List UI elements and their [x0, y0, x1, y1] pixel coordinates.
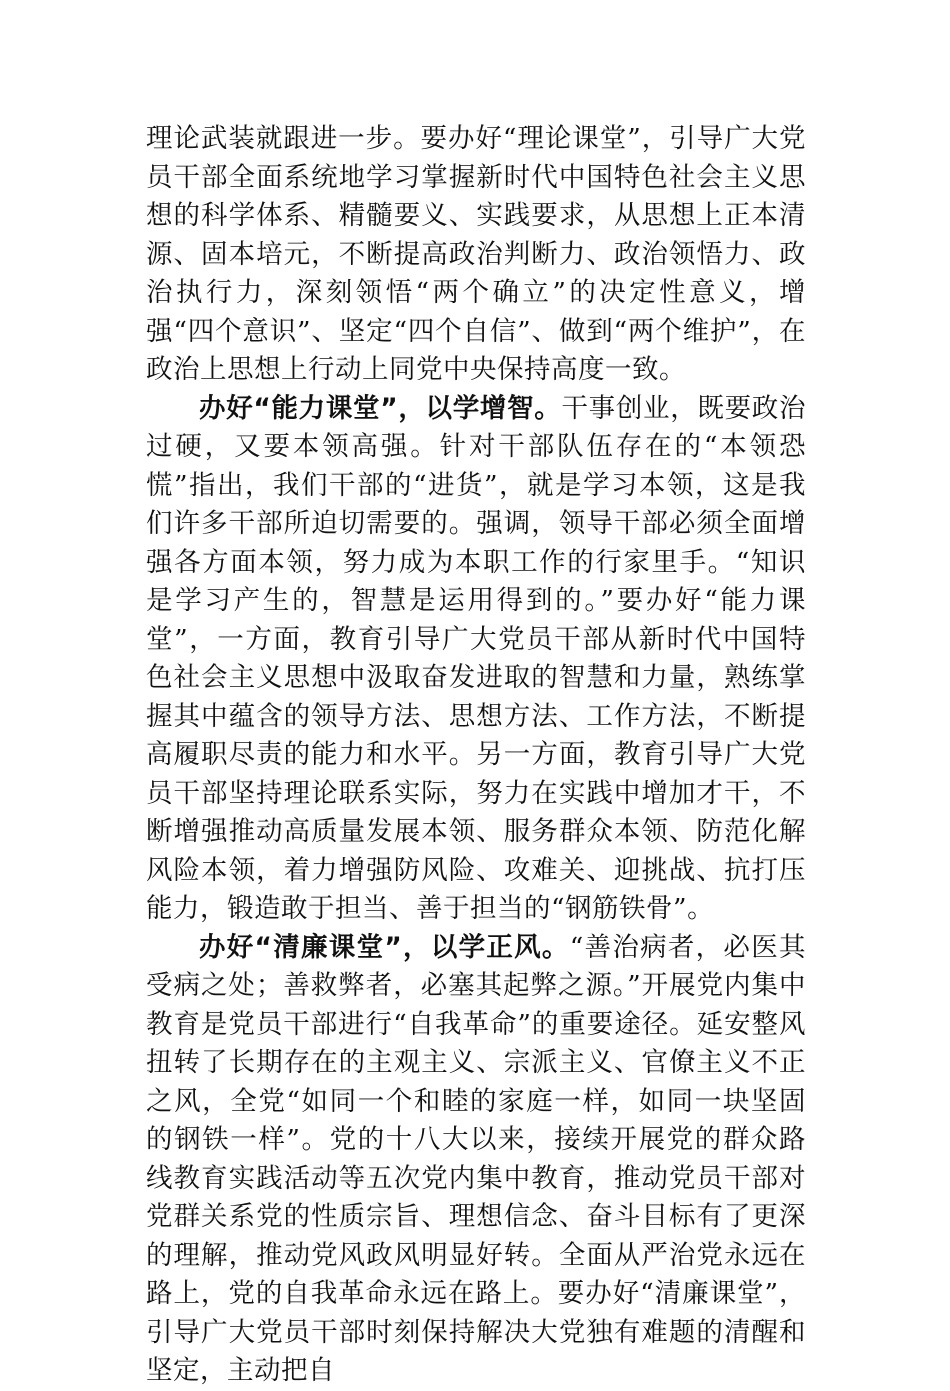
paragraph-text: “善治病者，必医其受病之处；善救弊者，必塞其起弊之源。”开展党内集中教育是党员干部进行“自我革命”的重要途径。延安整风扭转了长期存在的主观主义、宗派主义、官僚主义不正之风，全党“如同一个和睦的家庭一样，如同一块坚固的钢铁一样”。党的十八大以来，接续开展党的群众路线教育实践活动等五次党内集中教育，推动党员干部对党群关系党的性质宗旨、理想信念、奋斗目标有了更深的理解，推动党风政风明显好转。全面从严治党永远在路上，党的自我革命永远在路上。要办好“清廉课堂”，引导广大党员干部时刻保持解决大党独有难题的清醒和坚定，主动把自: [146, 931, 806, 1386]
document-page: [146, 120, 806, 1391]
paragraph-integrity: [146, 929, 806, 1391]
paragraph-heading: 办好“清廉课堂”，以学正风。: [199, 931, 570, 963]
paragraph-text: 理论武装就跟进一步。要办好“理论课堂”，引导广大党员干部全面系统地学习掌握新时代中国特色社会主义思想的科学体系、精髓要义、实践要求，从思想上正本清源、固本培元，不断提高政治判断力、政治领悟力、政治执行力，深刻领悟“两个确立”的决定性意义，增强“四个意识”、坚定“四个自信”、做到“两个维护”，在政治上思想上行动上同党中央保持高度一致。: [146, 123, 806, 385]
paragraph-text: 干事创业，既要政治过硬，又要本领高强。针对干部队伍存在的“本领恐慌”指出，我们干部的“进货”，就是学习本领，这是我们许多干部所迫切需要的。强调，领导干部必须全面增强各方面本领，努力成为本职工作的行家里手。“知识是学习产生的，智慧是运用得到的。”要办好“能力课堂”，一方面，教育引导广大党员干部从新时代中国特色社会主义思想中汲取奋发进取的智慧和力量，熟练掌握其中蕴含的领导方法、思想方法、工作方法，不断提高履职尽责的能力和水平。另一方面，教育引导广大党员干部坚持理论联系实际，努力在实践中增加才干，不断增强推动高质量发展本领、服务群众本领、防范化解风险本领，着力增强防风险、攻难关、迎挑战、抗打压能力，锻造敢于担当、善于担当的“钢筋铁骨”。: [146, 392, 806, 924]
paragraph-ability: [146, 390, 806, 929]
paragraph-theory: [146, 120, 806, 390]
paragraph-heading: 办好“能力课堂”，以学增智。: [199, 392, 562, 424]
